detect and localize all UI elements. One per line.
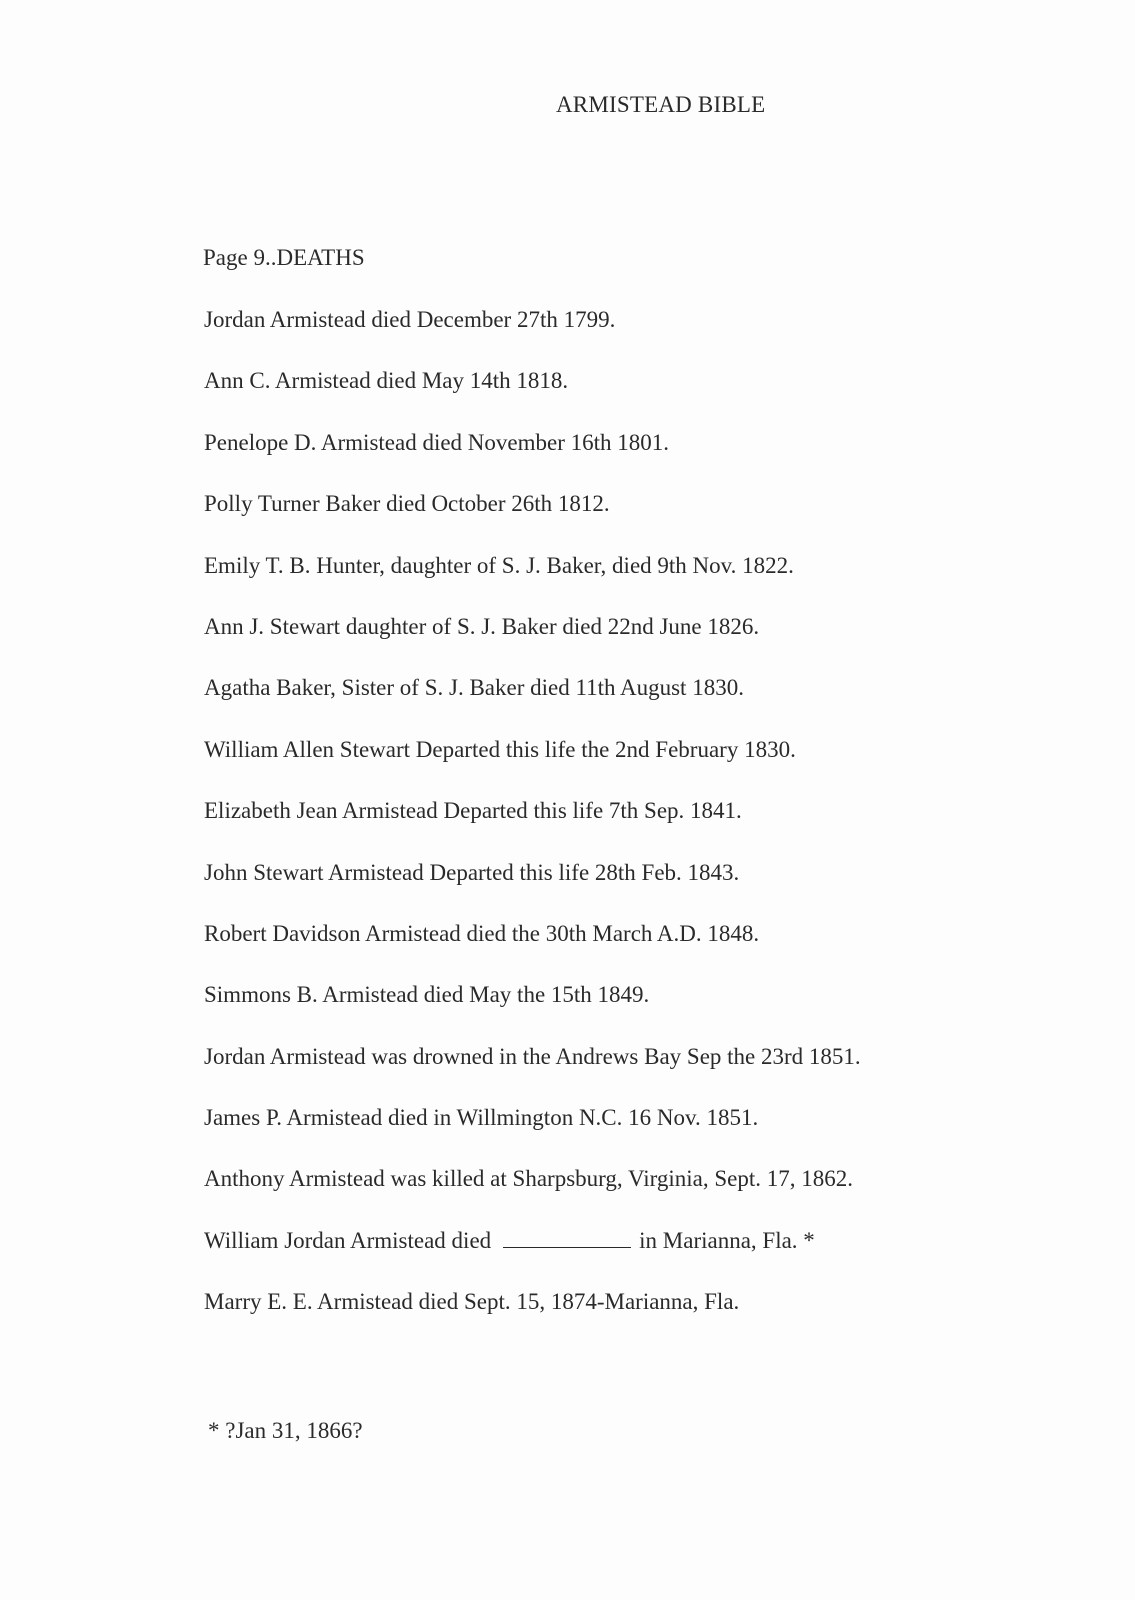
blank-date-line	[503, 1229, 631, 1248]
blank-entry-after: in Marianna, Fla. *	[639, 1227, 815, 1253]
death-entry: Penelope D. Armistead died November 16th 1801.	[204, 429, 670, 455]
blank-entry-before: William Jordan Armistead died	[204, 1227, 492, 1253]
death-entry: Anthony Armistead was killed at Sharpsburg, Virginia, Sept. 17, 1862.	[204, 1166, 853, 1192]
death-entry: William Allen Stewart Departed this life the 2nd February 1830.	[204, 736, 796, 762]
death-entry: Ann J. Stewart daughter of S. J. Baker died 22nd June 1826.	[204, 613, 760, 639]
death-entry: Robert Davidson Armistead died the 30th March A.D. 1848.	[204, 920, 760, 946]
death-entry: Agatha Baker, Sister of S. J. Baker died 11th August 1830.	[204, 675, 744, 701]
death-entry: James P. Armistead died in Willmington N.C. 16 Nov. 1851.	[204, 1105, 759, 1131]
death-entry: Simmons B. Armistead died May the 15th 1849.	[204, 982, 650, 1008]
death-entry: Emily T. B. Hunter, daughter of S. J. Baker, died 9th Nov. 1822.	[204, 552, 794, 578]
death-entry: Ann C. Armistead died May 14th 1818.	[204, 368, 569, 394]
death-entry: Marry E. E. Armistead died Sept. 15, 1874-Marianna, Fla.	[204, 1289, 740, 1315]
death-entry: Elizabeth Jean Armistead Departed this life 7th Sep. 1841.	[204, 798, 742, 824]
death-entry: John Stewart Armistead Departed this life 28th Feb. 1843.	[204, 859, 740, 885]
footnote: * ?Jan 31, 1866?	[208, 1418, 363, 1443]
death-entry-with-blank	[204, 1227, 861, 1288]
document-title: ARMISTEAD BIBLE	[556, 92, 766, 117]
death-entries-list	[204, 306, 861, 1350]
death-entry: Jordan Armistead was drowned in the Andrews Bay Sep the 23rd 1851.	[204, 1043, 861, 1069]
death-entry: Jordan Armistead died December 27th 1799.	[204, 307, 616, 332]
death-entry: Polly Turner Baker died October 26th 1812.	[204, 491, 610, 517]
section-heading: Page 9..DEATHS	[203, 245, 365, 270]
